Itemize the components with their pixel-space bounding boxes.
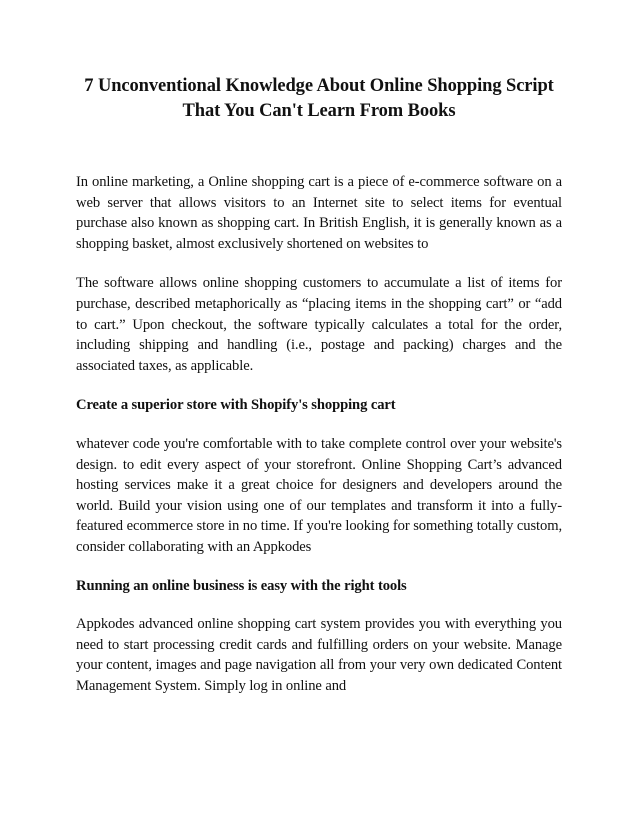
paragraph-intro: In online marketing, a Online shopping cart is a piece of e-commerce software on a web server that allows visitors to an Internet site to select items for eventual purchase also known as shopping cart. In British English, it is generally known as a shopping basket, almost exclusively shortened on websites to: [76, 174, 562, 252]
paragraph-appkodes: Appkodes advanced online shopping cart system provides you with everything you need to start processing credit cards and fulfilling orders on your website. Manage your content, images and page navigation all from your very own dedicated Content Management System. Simply log in online and: [76, 616, 562, 694]
section-heading-shopify: Create a superior store with Shopify's shopping cart: [76, 397, 396, 414]
document-title: 7 Unconventional Knowledge About Online Shopping Script That You Can't Learn From Books: [84, 76, 554, 121]
document-page: [76, 74, 562, 696]
paragraph-shopify: whatever code you're comfortable with to take complete control over your website's design. to edit every aspect of your storefront. Online Shopping Cart’s advanced hosting services make it a great choice for designers and developers around the world. Build your vision using one of our templates and transform it into a fully-featured ecommerce store in no time. If you're looking for something totally custom, consider collaborating with an Appkodes: [76, 435, 562, 555]
paragraph-software: The software allows online shopping customers to accumulate a list of items for purchase, described metaphorically as “placing items in the shopping cart” or “add to cart.” Upon checkout, the software typically calculates a total for the order, including shipping and handling (i.e., postage and packing) charges and the associated taxes, as applicable.: [76, 275, 562, 374]
section-heading-tools: Running an online business is easy with the right tools: [76, 577, 407, 594]
